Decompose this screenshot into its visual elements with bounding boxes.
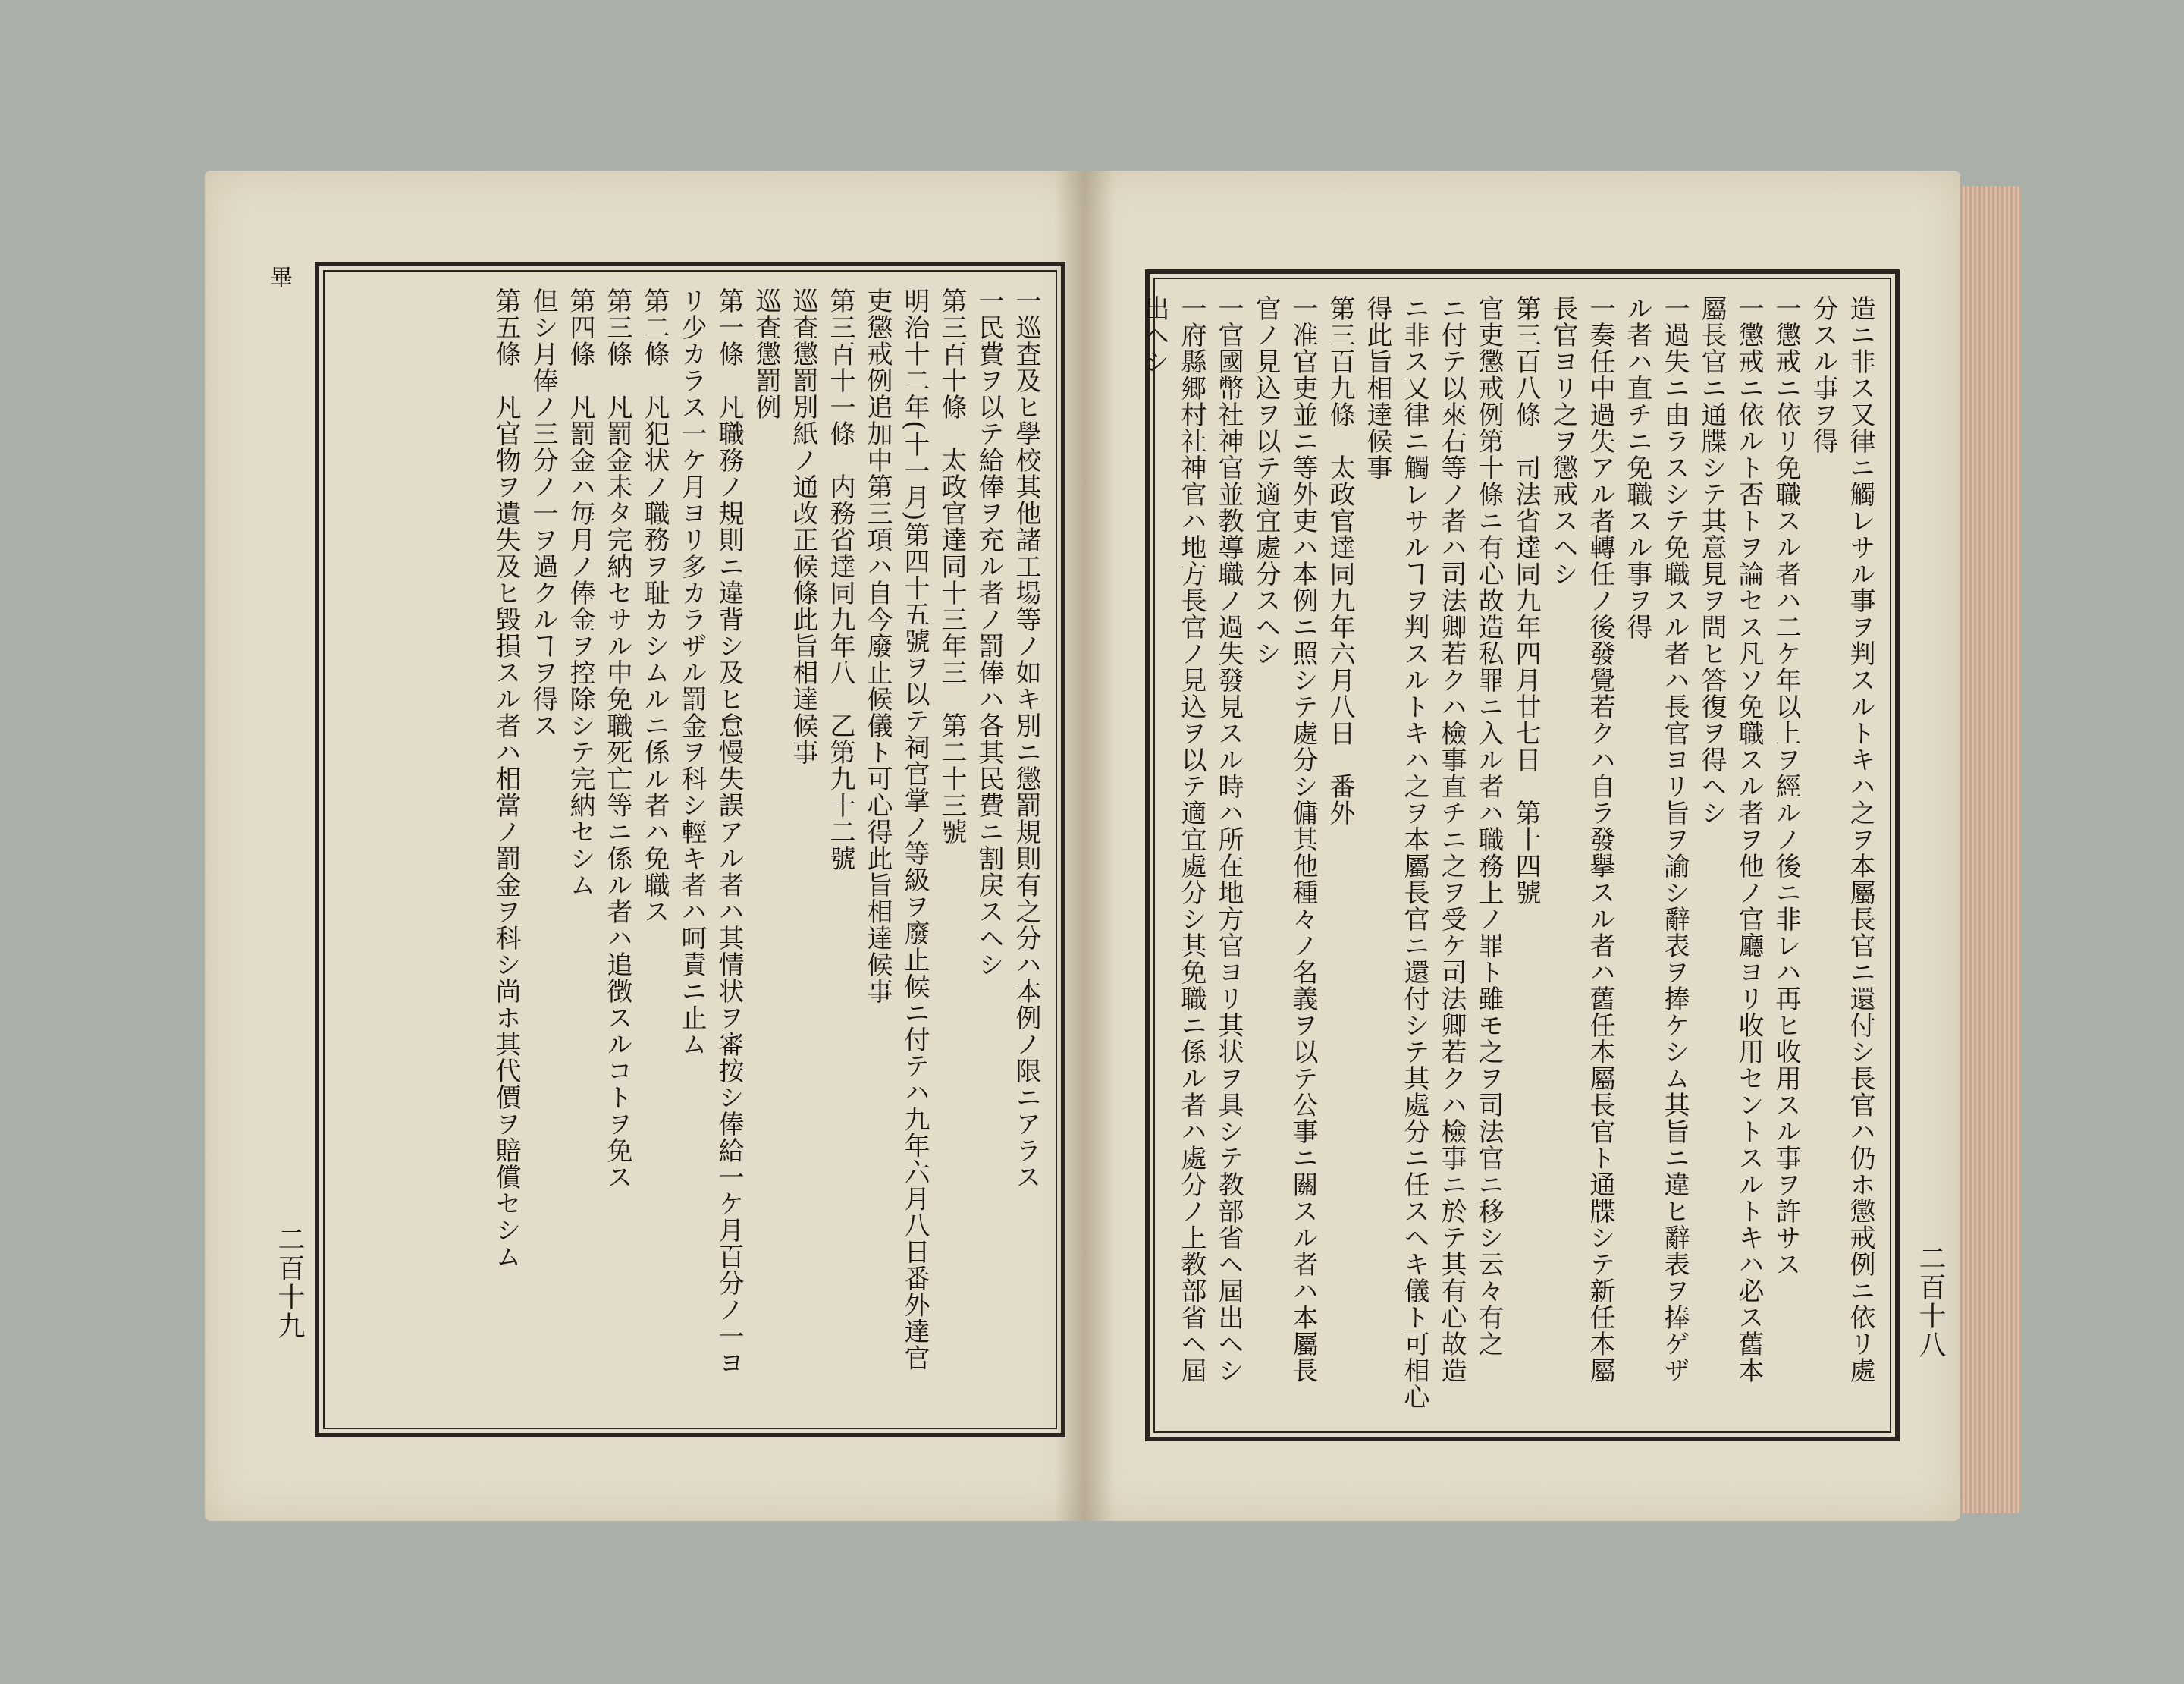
left-page-number: 二百十九 — [274, 1225, 305, 1340]
text-column: 吏懲戒例追加中第三項ハ自今廢止候儀ト可心得此旨相達候事 — [862, 287, 893, 1004]
text-column: 一巡査及ヒ學校其他諸工場等ノ如キ別ニ懲罰規則有之分ハ本例ノ限ニアラス — [1011, 287, 1041, 1190]
text-column: 巡査懲罰別紙ノ通改正候條此旨相達候事 — [788, 287, 818, 765]
left-text-frame — [315, 262, 1065, 1437]
right-page-number: 二百十八 — [1915, 1244, 1946, 1359]
text-column: ル者ハ直チニ免職スル事ヲ得 — [1622, 295, 1652, 640]
text-column: 一懲戒ニ依リ免職スル者ハ二ケ年以上ヲ經ルノ後ニ非レハ再ヒ收用スル事ヲ許サス — [1771, 295, 1801, 1277]
text-column: 第三條 凡罰金未タ完納セサル中免職死亡等ニ係ル者ハ追徴スルコトヲ免ス — [602, 287, 632, 1190]
text-column: 但シ月俸ノ三分ノ一ヲ過クルヿヲ得ス — [528, 287, 558, 739]
text-column: 出ヘシ — [1139, 295, 1169, 375]
text-column: 官吏懲戒例第十條ニ有心故造私罪ニ入ル者ハ職務上ノ罪ト雖モ之ヲ司法官ニ移シ云々有之 — [1473, 295, 1504, 1357]
right-text-columns — [1139, 295, 1878, 1415]
text-column: 第三百八條 司法省達同九年四月廿七日 第十四號 — [1511, 295, 1541, 906]
text-column: 第四條 凡罰金ハ毎月ノ俸金ヲ控除シテ完納セシム — [565, 287, 595, 898]
text-column: リ少カラス一ケ月ヨリ多カラザル罰金ヲ科シ輕キ者ハ呵責ニ止ム — [676, 287, 707, 1057]
text-column: 明治十二年(十一月)第四十五號ヲ以テ祠官掌ノ等級ヲ廢止候ニ付テハ九年六月八日番外達官 — [899, 287, 930, 1371]
open-book — [182, 171, 2025, 1536]
text-column: 一懲戒ニ依ルト否トヲ論セス凡ソ免職スル者ヲ他ノ官廳ヨリ收用セントスルトキハ必ス舊本 — [1734, 295, 1764, 1384]
text-column: 官ノ見込ヲ以テ適宜處分スヘシ — [1250, 295, 1281, 667]
text-column: 第五條 凡官物ヲ遺失及ヒ毀損スル者ハ相當ノ罰金ヲ科シ尚ホ其代價ヲ賠償セシム — [491, 287, 521, 1270]
text-column: 巡査懲罰例 — [751, 287, 781, 420]
text-column: 一奏任中過失アル者轉任ノ後發覺若クハ自ラ發擧スル者ハ舊任本屬長官ト通牒シテ新任本屬 — [1585, 295, 1615, 1384]
text-column: ニ付テ以來右等ノ者ハ司法卿若クハ檢事直チニ之ヲ受ケ司法卿若クハ檢事ニ於テ其有心故造 — [1436, 295, 1467, 1384]
text-column: 分スル事ヲ得 — [1808, 295, 1838, 454]
page-edges — [1960, 186, 2021, 1513]
margin-marker: 畢 — [265, 265, 292, 288]
text-column: 一民費ヲ以テ給俸ヲ充ル者ノ罰俸ハ各其民費ニ割戻スヘシ — [974, 287, 1004, 978]
text-column: 造ニ非ス又律ニ觸レサル事ヲ判スルトキハ之ヲ本屬長官ニ還付シ長官ハ仍ホ懲戒例ニ依リ處 — [1845, 295, 1875, 1384]
text-column: 第二條 凡犯状ノ職務ヲ耻カシムルニ係ル者ハ免職ス — [639, 287, 670, 925]
text-column: 第一條 凡職務ノ規則ニ違背シ及ヒ怠慢失誤アル者ハ其情状ヲ審按シ俸給一ケ月百分ノ一ヨ — [714, 287, 744, 1376]
right-text-frame — [1139, 269, 1900, 1441]
right-page — [1084, 171, 1960, 1521]
text-column: ニ非ス又律ニ觸レサルヿヲ判スルトキハ之ヲ本屬長官ニ還付シテ其處分ニ任スヘキ儀ト可相心 — [1399, 295, 1429, 1410]
text-column: 一府縣郷村社神官ハ地方長官ノ見込ヲ以テ適宜處分シ其免職ニ係ル者ハ處分ノ上教部省ヘ屆 — [1176, 295, 1207, 1384]
text-column: 第三百九條 太政官達同九年六月八日 番外 — [1325, 295, 1355, 826]
text-column: 一官國幣社神官並教導職ノ過失發見スル時ハ所在地方官ヨリ其状ヲ具シテ教部省ヘ屆出ヘシ — [1213, 295, 1244, 1384]
text-column: 長官ヨリ之ヲ懲戒スヘシ — [1548, 295, 1578, 587]
text-column: 第三百十條 太政官達同十三年三 第二十三號 — [937, 287, 967, 845]
book-gutter — [1054, 171, 1115, 1521]
text-column: 第三百十一條 内務省達同九年八 乙第九十二號 — [825, 287, 855, 872]
text-column: 屬長官ニ通牒シテ其意見ヲ問ヒ答復ヲ得ヘシ — [1696, 295, 1727, 826]
text-column: 一准官吏並ニ等外吏ハ本例ニ照シテ處分シ傭其他種々ノ名義ヲ以テ公事ニ關スル者ハ本屬長 — [1288, 295, 1318, 1384]
text-column: 一過失ニ由ラスシテ免職スル者ハ長官ヨリ旨ヲ諭シ辭表ヲ捧ケシム其旨ニ違ヒ辭表ヲ捧ゲザ — [1659, 295, 1690, 1384]
text-column: 得此旨相達候事 — [1362, 295, 1392, 481]
left-text-columns — [336, 287, 1044, 1412]
left-page — [205, 171, 1084, 1521]
